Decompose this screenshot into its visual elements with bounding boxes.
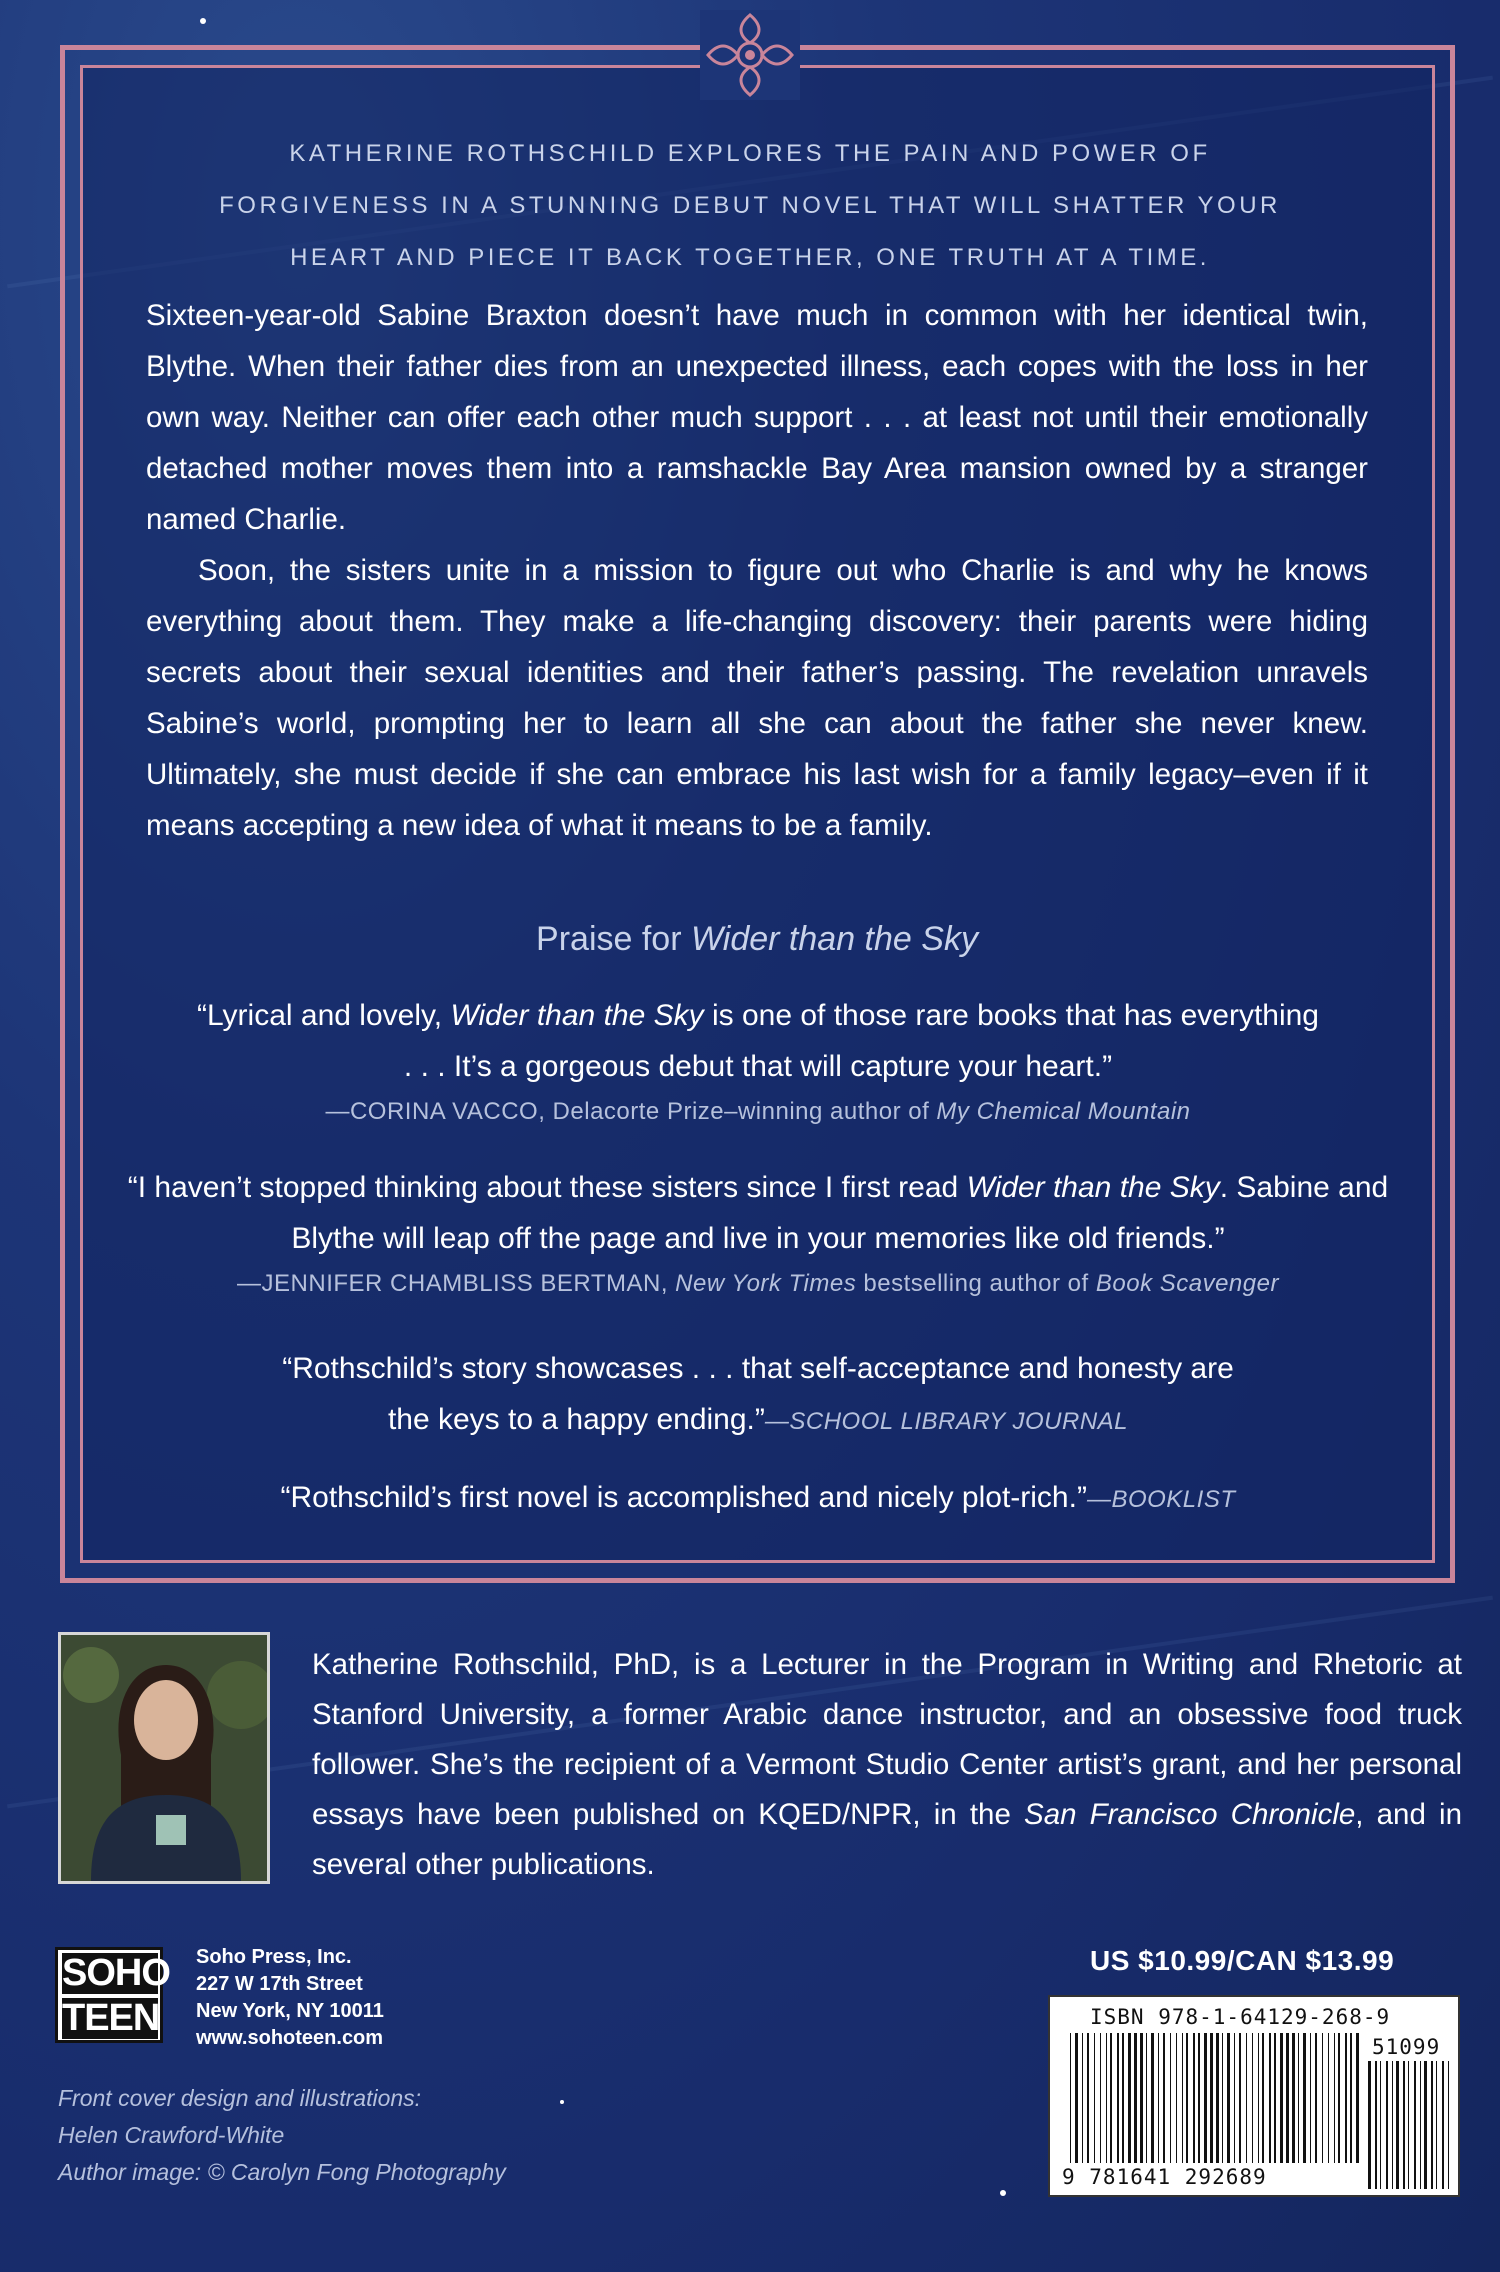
quote-text: “Lyrical and lovely, <box>197 999 451 1032</box>
ornament-icon <box>700 10 800 100</box>
price-code: 51099 <box>1372 2035 1441 2059</box>
soho-teen-logo <box>55 1947 170 2043</box>
barcode-bar <box>1286 2033 1289 2163</box>
barcode-bar <box>1414 2061 1416 2189</box>
barcode-bar <box>1222 2033 1223 2163</box>
isbn-number: ISBN 978-1-64129-268-9 <box>1090 2005 1391 2029</box>
quote-text: “I haven’t stopped thinking about these sisters since I first read <box>127 1171 967 1204</box>
author-bio <box>312 1640 1462 1890</box>
barcode-bar <box>1442 2061 1444 2189</box>
speck <box>200 18 206 24</box>
barcode-bar <box>1082 2033 1083 2163</box>
barcode-bar <box>1100 2033 1101 2163</box>
quote-source: —JENNIFER CHAMBLISS BERTMAN, <box>237 1270 676 1297</box>
barcode-bar <box>1262 2033 1264 2163</box>
quote-source-publication: New York Times <box>675 1270 857 1297</box>
praise-heading-title: Wider than the Sky <box>691 920 978 958</box>
barcode-bar <box>1094 2033 1095 2163</box>
barcode-bar <box>1210 2033 1213 2163</box>
barcode-bar <box>1356 2033 1359 2163</box>
barcode-bar <box>1193 2033 1195 2163</box>
barcode-bar <box>1310 2033 1311 2163</box>
barcode-bar <box>1122 2033 1124 2163</box>
bio-publication: San Francisco Chronicle <box>1024 1798 1356 1831</box>
barcode-bar <box>1448 2061 1449 2189</box>
barcode-bar <box>1216 2033 1219 2163</box>
barcode-bar <box>1110 2033 1112 2163</box>
bio-text: Katherine Rothschild, PhD, is a Lecturer in the Program in Writing and Rhetoric at Stanford University, a former Arabic dance instructor, and an obsessive food truck follower. She’s the recipient of a Vermont Studio Center artist’s grant, and her personal essays have been published on KQED/NPR, in the <box>312 1648 1462 1831</box>
barcode-bar <box>1375 2061 1377 2189</box>
publisher-info <box>196 1944 384 2052</box>
publisher-city: New York, NY 10011 <box>196 2000 384 2022</box>
barcode-bar <box>1087 2033 1089 2163</box>
tagline: KATHERINE ROTHSCHILD EXPLORES THE PAIN AND POWER OF FORGIVENESS IN A STUNNING DEBUT NOVEL THAT WILL SHATTER YOUR HEART AND PIECE IT BACK TOGETHER, ONE TRUTH AT A TIME. <box>219 140 1281 271</box>
barcode-bars <box>1070 2033 1360 2163</box>
review-quote <box>120 990 1396 1132</box>
praise-heading <box>146 920 1368 959</box>
price-label: US $10.99/CAN $13.99 <box>1090 1945 1395 1976</box>
ean-number: 9 781641 292689 <box>1062 2165 1267 2189</box>
barcode-bar <box>1408 2061 1409 2189</box>
barcode-bar <box>1368 2061 1371 2189</box>
synopsis-paragraph: Sixteen-year-old Sabine Braxton doesn’t have much in common with her identical twin, Blythe. When their father dies from an unexpected illness, each copes with the loss in her own way. Neither can offer each other much support . . . at least not until their emotionally detached mother moves them into a ramshackle Bay Area mansion owned by a stranger named Charlie. <box>146 299 1368 536</box>
barcode-bar <box>1186 2033 1188 2163</box>
barcode-bar <box>1338 2033 1340 2163</box>
synopsis <box>146 290 1368 851</box>
barcode-bar <box>1350 2033 1352 2163</box>
barcode-bar <box>1117 2033 1119 2163</box>
cover-credits <box>58 2080 506 2191</box>
barcode-bar <box>1128 2033 1131 2163</box>
barcode-bar <box>1227 2033 1230 2163</box>
barcode-bar <box>1198 2033 1200 2163</box>
barcode-addon-bars <box>1368 2061 1452 2189</box>
quote-book-title: Wider than the Sky <box>450 999 704 1032</box>
barcode-bar <box>1303 2033 1306 2163</box>
barcode-bar <box>1292 2033 1295 2163</box>
logo-line: SOHO <box>62 1952 170 1994</box>
barcode-bar <box>1106 2033 1107 2163</box>
credit-line: Front cover design and illustrations: <box>58 2085 422 2111</box>
logo-line: TEEN <box>62 1997 160 2039</box>
barcode-bar <box>1334 2033 1335 2163</box>
quote-text: “Rothschild’s first novel is accomplished and nicely plot-rich.” <box>280 1481 1087 1514</box>
barcode-bar <box>1345 2033 1347 2163</box>
quote-source-book: My Chemical Mountain <box>936 1098 1191 1125</box>
review-quote <box>120 1472 1396 1523</box>
barcode-bar <box>1403 2061 1405 2189</box>
barcode-bar <box>1158 2033 1159 2163</box>
quote-book-title: Wider than the Sky <box>966 1171 1220 1204</box>
quote-text: “Rothschild’s story showcases . . . that self-acceptance and honesty are the keys to a happy ending.” <box>282 1352 1234 1436</box>
speck <box>560 2100 564 2104</box>
quote-source: —BOOKLIST <box>1086 1486 1236 1513</box>
review-quote <box>120 1162 1396 1304</box>
barcode-bar <box>1424 2061 1427 2189</box>
credit-line: Helen Crawford-White <box>58 2122 285 2148</box>
quote-text: is one of those rare books that has everything . . . It’s a gorgeous debut that will capture your heart.” <box>403 999 1319 1083</box>
barcode-bar <box>1280 2033 1283 2163</box>
author-photo <box>58 1632 270 1884</box>
publisher-name: Soho Press, Inc. <box>196 1946 352 1968</box>
barcode-bar <box>1328 2033 1329 2163</box>
barcode-bar <box>1176 2033 1177 2163</box>
bio-text: , and in several other publications. <box>312 1798 1462 1881</box>
barcode-bar <box>1380 2061 1381 2189</box>
quote-source-book: Book Scavenger <box>1095 1270 1279 1297</box>
barcode-bar <box>1420 2061 1421 2189</box>
barcode-bar <box>1386 2061 1388 2189</box>
review-quote <box>120 1343 1396 1445</box>
barcode-bar <box>1315 2033 1317 2163</box>
quote-source: —SCHOOL LIBRARY JOURNAL <box>764 1408 1129 1435</box>
barcode-bar <box>1252 2033 1253 2163</box>
credit-line: Author image: © Carolyn Fong Photography <box>58 2159 506 2185</box>
synopsis-paragraph: Soon, the sisters unite in a mission to figure out who Charlie is and why he knows everything about them. They make a life-changing discovery: their parents were hiding secrets about their sexual identities and their father’s passing. The revelation unravels Sabine’s world, prompting her to learn all she can about the father she never knew. Ultimately, she must decide if she can embrace his last wish for a family legacy–even if it means accepting a new idea of what it means to be a family. <box>146 554 1368 842</box>
barcode-bar <box>1246 2033 1247 2163</box>
barcode-bar <box>1396 2061 1399 2189</box>
quote-source: —CORINA VACCO, Delacorte Prize–winning author of <box>325 1098 937 1125</box>
barcode-bar <box>1269 2033 1271 2163</box>
quote-source: bestselling author of <box>856 1270 1096 1297</box>
barcode-bar <box>1134 2033 1137 2163</box>
barcode-bar <box>1075 2033 1078 2163</box>
author-portrait-illustration <box>61 1635 267 1881</box>
barcode-bar <box>1239 2033 1241 2163</box>
barcode-bar <box>1146 2033 1147 2163</box>
speck <box>1000 2190 1006 2196</box>
barcode-bar <box>1274 2033 1276 2163</box>
barcode-bar <box>1436 2061 1437 2189</box>
barcode-bar <box>1204 2033 1207 2163</box>
publisher-street: 227 W 17th Street <box>196 1973 363 1995</box>
barcode-bar <box>1070 2033 1071 2163</box>
barcode-bar <box>1322 2033 1323 2163</box>
publisher-website: www.sohoteen.com <box>196 2027 384 2049</box>
barcode <box>1048 1995 1460 2197</box>
barcode-bar <box>1298 2033 1299 2163</box>
barcode-bar <box>1182 2033 1183 2163</box>
barcode-bar <box>1151 2033 1154 2163</box>
quote-text: . Sabine and Blythe will leap off the page and live in your memories like old friends.” <box>291 1171 1389 1255</box>
barcode-bar <box>1431 2061 1433 2189</box>
barcode-bar <box>1163 2033 1165 2163</box>
barcode-bar <box>1234 2033 1235 2163</box>
barcode-bar <box>1140 2033 1143 2163</box>
praise-heading-prefix: Praise for <box>536 920 691 958</box>
barcode-bar <box>1258 2033 1259 2163</box>
barcode-bar <box>1170 2033 1171 2163</box>
barcode-bar <box>1392 2061 1393 2189</box>
